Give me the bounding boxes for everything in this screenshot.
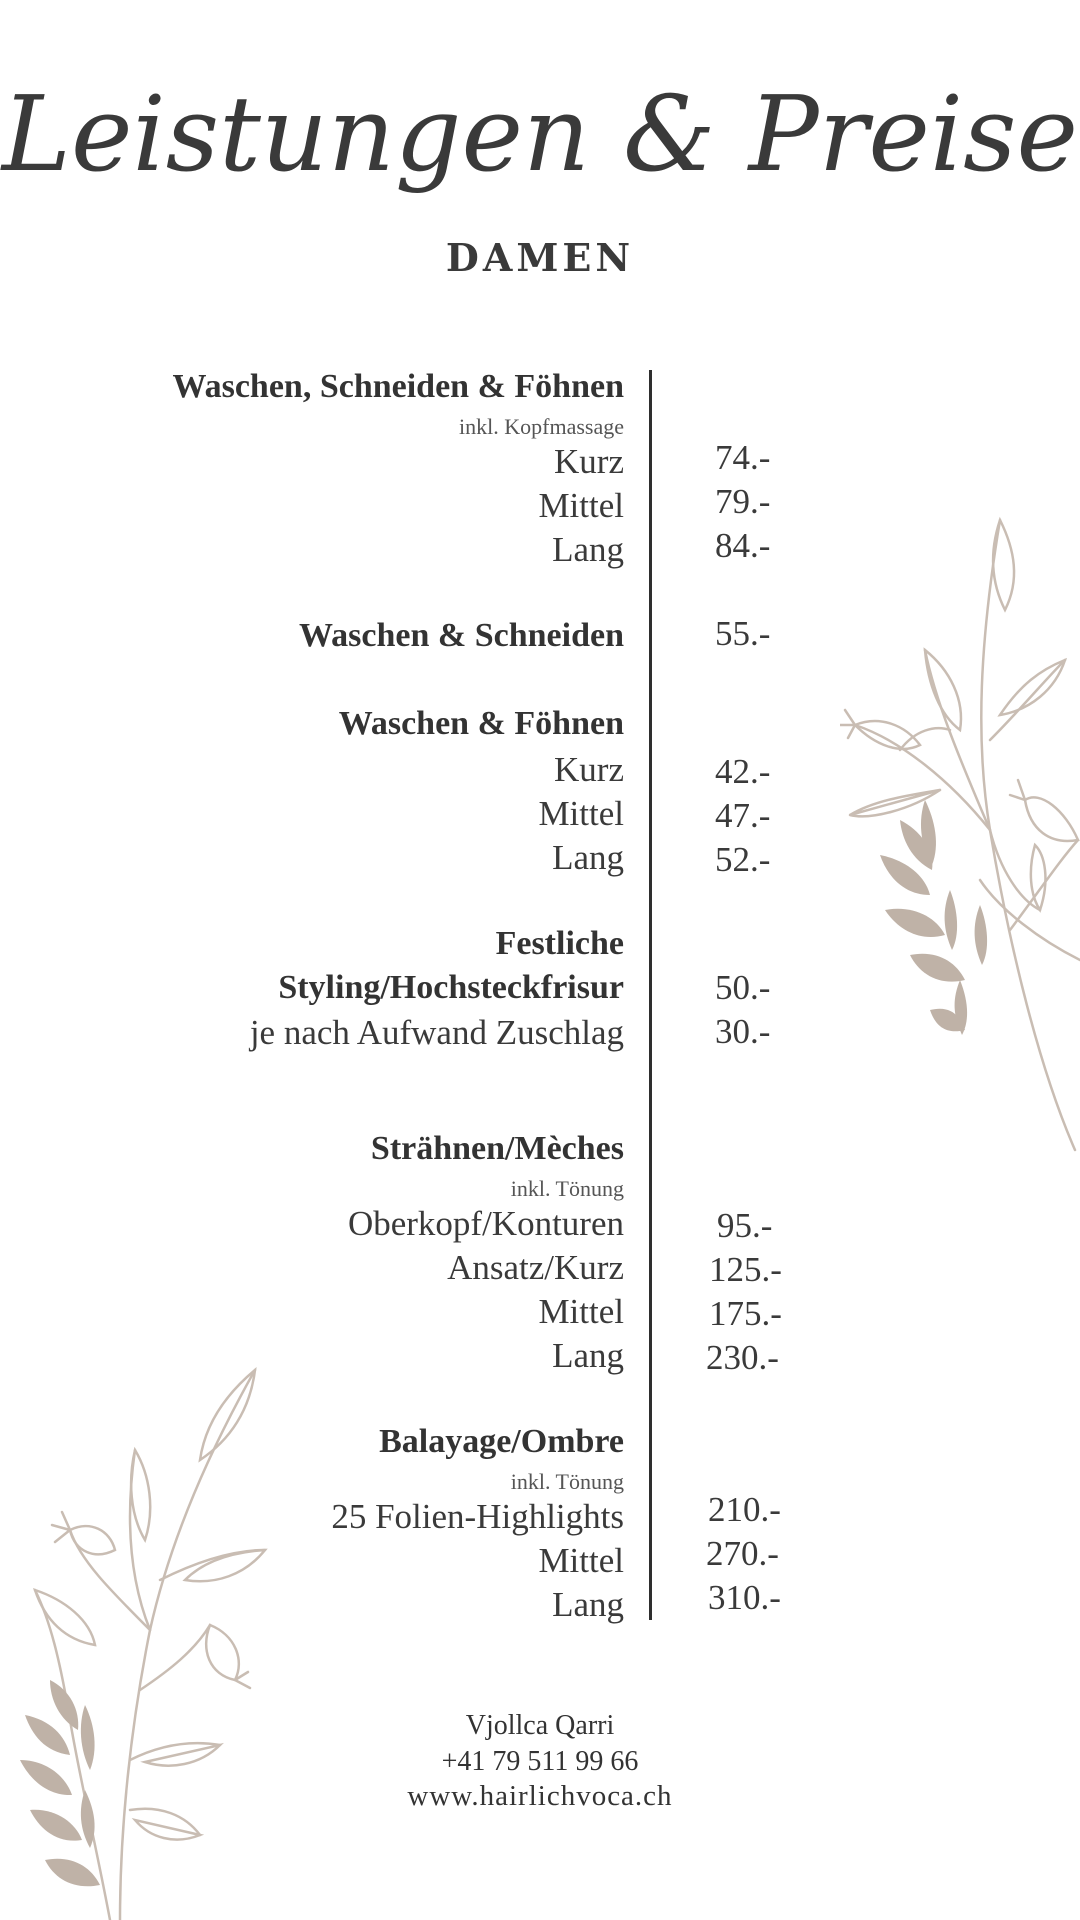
service-option: je nach Aufwand Zuschlag (249, 1013, 624, 1052)
price: 30.- (715, 1012, 771, 1051)
price: 52.- (715, 840, 771, 879)
page-title-text: Leistungen & Preise (1, 73, 1079, 195)
service-heading: Waschen & Föhnen (338, 705, 624, 742)
section-heading-damen: DAMEN (445, 235, 635, 280)
price: 125.- (709, 1250, 782, 1289)
service-note: inkl. Tönung (510, 1469, 624, 1494)
service-option: 25 Folien-Highlights (331, 1497, 624, 1536)
service-option: Mittel (538, 1541, 624, 1580)
service-option: Lang (552, 1336, 624, 1375)
price: 310.- (708, 1578, 781, 1617)
service-heading: Balayage/Ombre (379, 1423, 624, 1460)
service-option: Mittel (538, 794, 624, 833)
service-option: Oberkopf/Konturen (347, 1204, 624, 1243)
price: 95.- (717, 1206, 773, 1245)
service-option: Kurz (554, 442, 624, 481)
service-heading: Waschen, Schneiden & Föhnen (172, 368, 624, 405)
price: 79.- (715, 482, 771, 521)
footer-name: Vjollca Qarri (465, 1710, 615, 1741)
price: 210.- (708, 1490, 781, 1529)
column-divider (649, 370, 652, 1620)
price: 55.- (715, 614, 771, 653)
price: 230.- (706, 1338, 779, 1377)
price: 270.- (706, 1534, 779, 1573)
service-heading: Festliche (495, 925, 624, 962)
service-note: inkl. Kopfmassage (459, 414, 624, 439)
service-option: Mittel (538, 486, 624, 525)
price: 47.- (715, 796, 771, 835)
price: 42.- (715, 752, 771, 791)
service-note: inkl. Tönung (510, 1176, 624, 1201)
footer-website[interactable]: www.hairlichvoca.ch (407, 1780, 673, 1812)
price: 84.- (715, 526, 771, 565)
service-heading: Strähnen/Mèches (370, 1130, 624, 1167)
service-heading: Styling/Hochsteckfrisur (278, 969, 624, 1006)
floral-branch-icon (840, 510, 1080, 1160)
footer-phone: +41 79 511 99 66 (441, 1746, 639, 1777)
service-heading: Waschen & Schneiden (299, 617, 624, 654)
service-option: Mittel (538, 1292, 624, 1331)
service-option: Lang (552, 838, 624, 877)
price: 50.- (715, 968, 771, 1007)
service-option: Kurz (554, 750, 624, 789)
price: 175.- (709, 1294, 782, 1333)
page-title (0, 20, 1080, 250)
service-option: Lang (552, 1585, 624, 1624)
service-option: Ansatz/Kurz (447, 1248, 624, 1287)
floral-branch-icon (10, 1360, 270, 1920)
price: 74.- (715, 438, 771, 477)
service-option: Lang (552, 530, 624, 569)
